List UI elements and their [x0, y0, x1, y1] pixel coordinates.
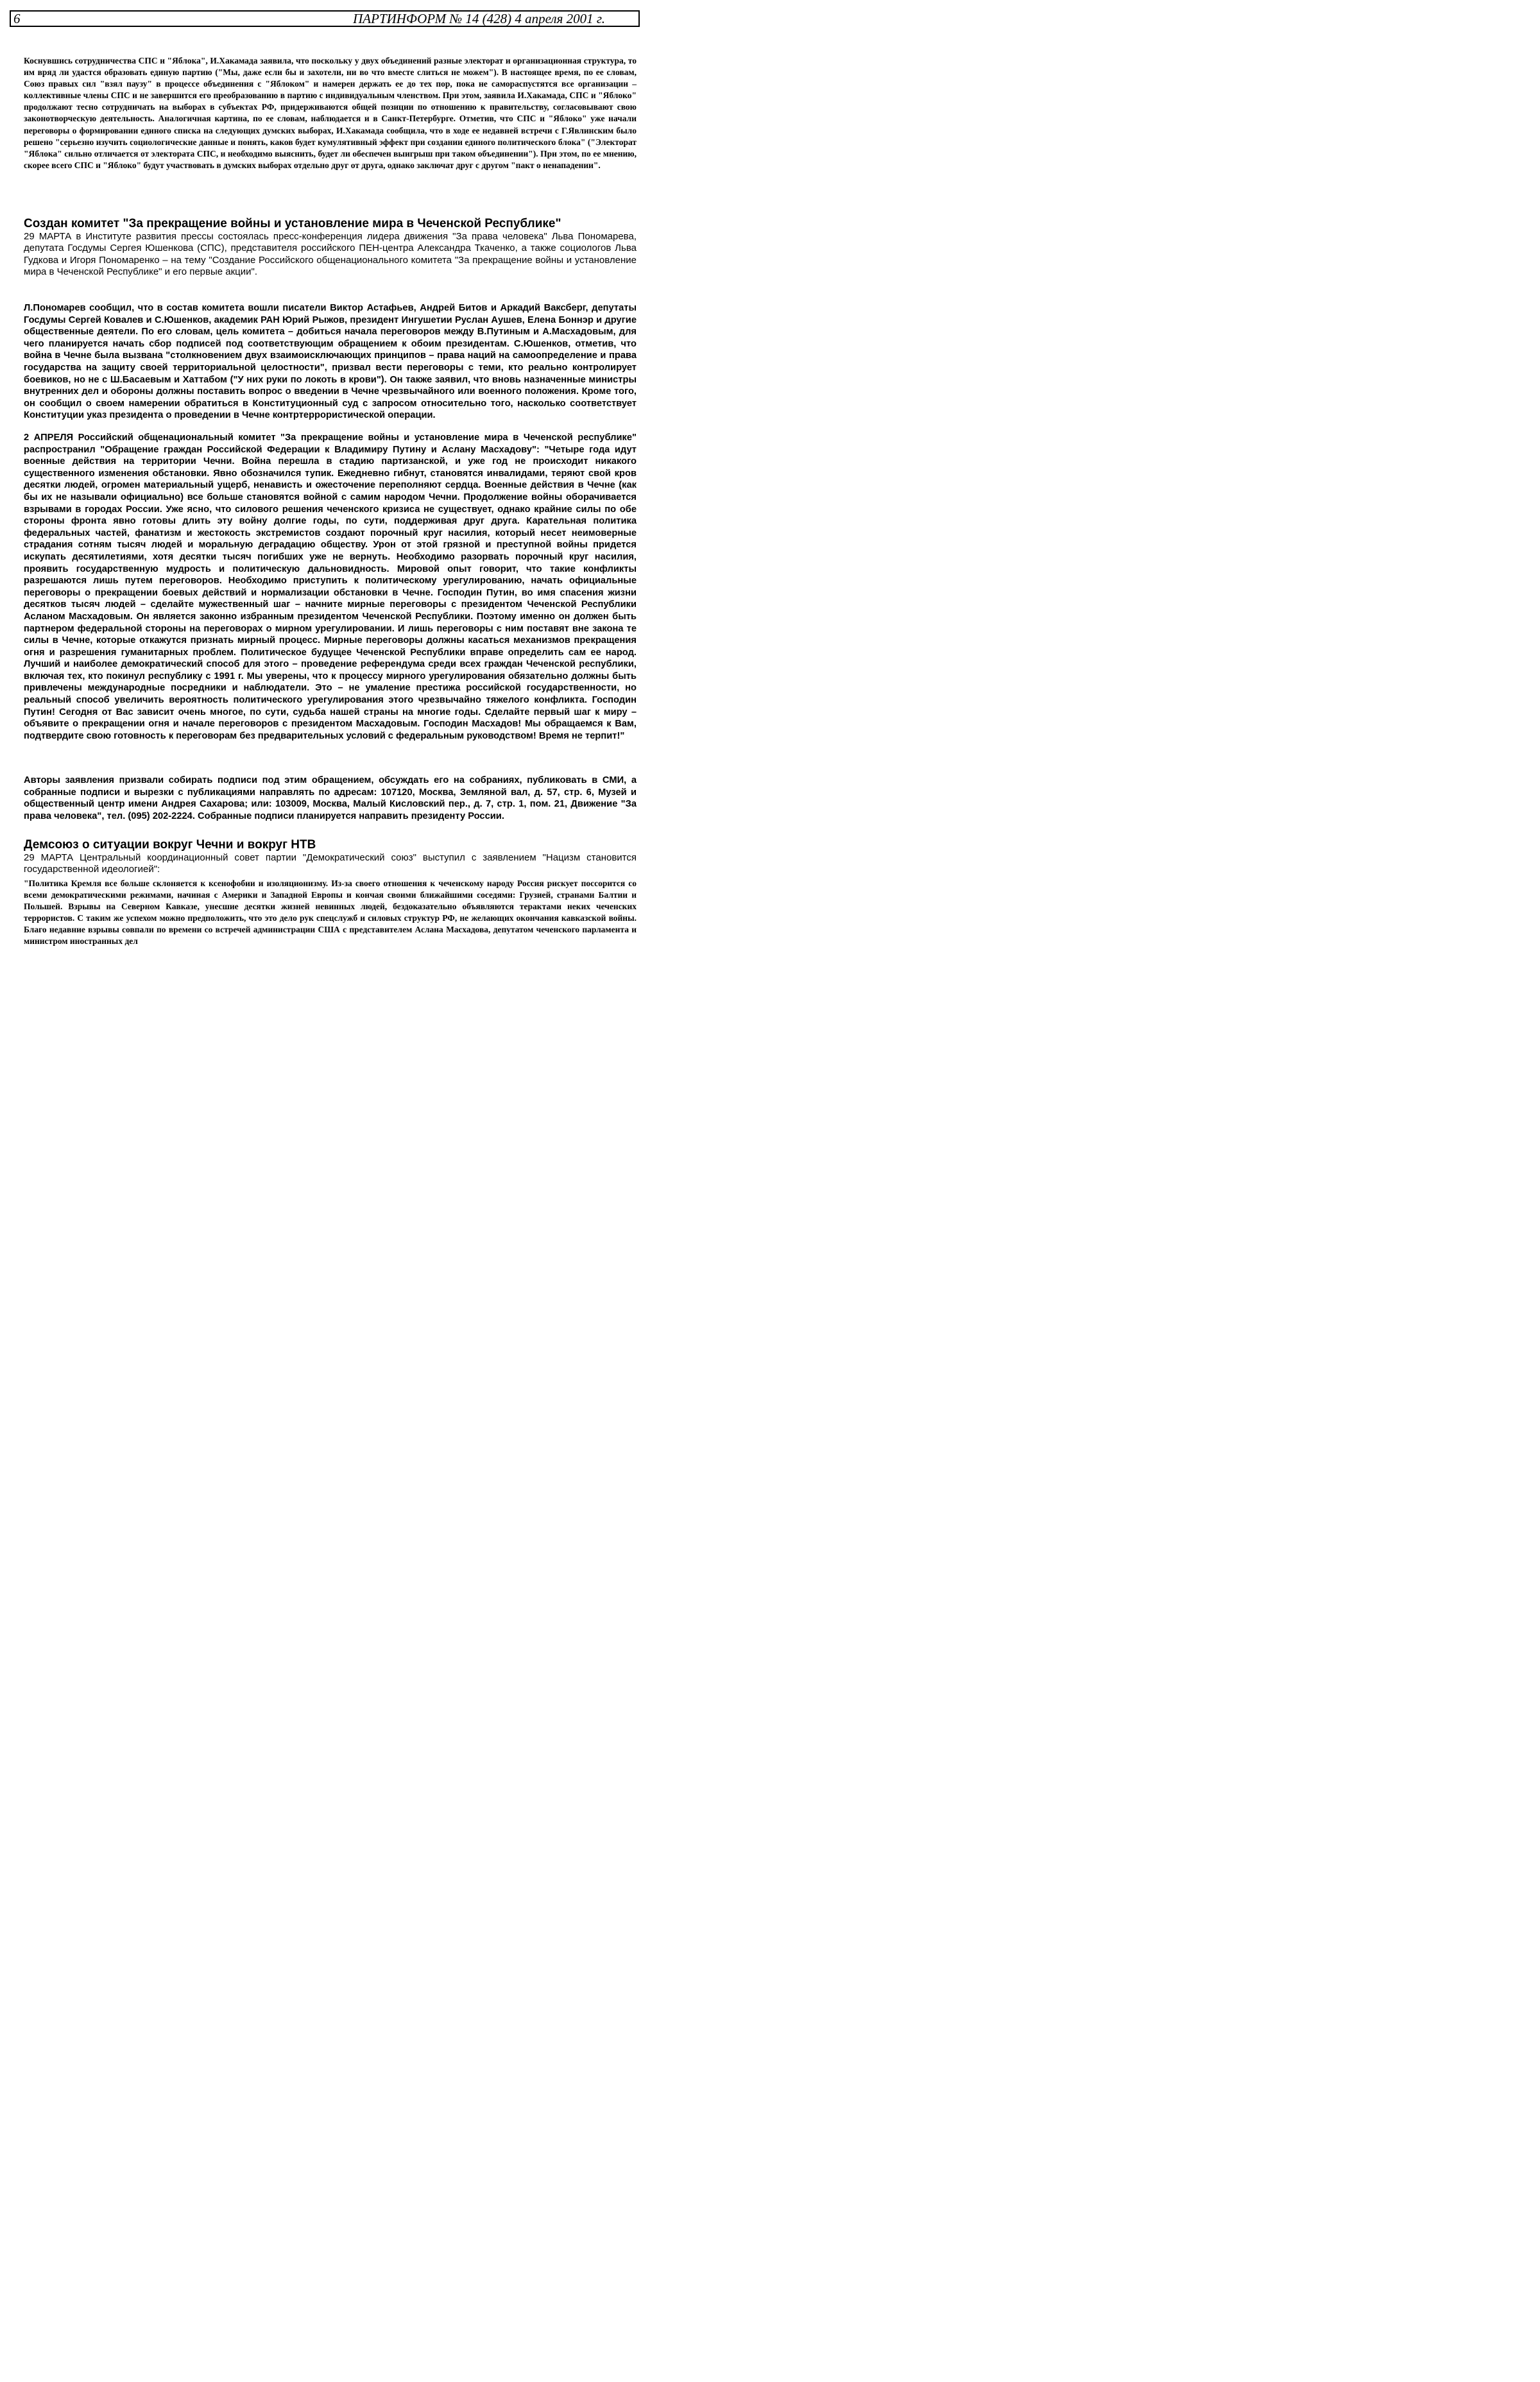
committee-paragraph-signatures: Авторы заявления призвали собирать подписи под этим обращением, обсуждать его на собраниях, публиковать в СМИ, а собранные подписи и вырезки с публикациями направлять по адресам: 107120, Москва, Земляной вал, д. 57, стр. 6, Музей и общественный центр имени Андрея Сахарова; или: 103009, Москва, Малый Кисловский пер., д. 7, стр. 1, пом. 21, Движение "За права человека", тел. (095) 202-2224. Собранные подписи планируется направить президенту России.: [24, 775, 637, 821]
page-number: 6: [13, 11, 21, 26]
committee-paragraph-ponomarev: Л.Пономарев сообщил, что в состав комитета вошли писатели Виктор Астафьев, Андрей Битов и Аркадий Ваксберг, депутаты Госдумы Сергей Ковалев и С.Юшенков, академик РАН Юрий Рыжов, президент Ингушетии Руслан Аушев, Елена Боннэр и другие общественные деятели. По его словам, цель комитета – добиться начала переговоров между В.Путиным и А.Масхадовым, для чего планируется начать сбор подписей под соответствующим обращением к обоим президентам. С.Юшенков, отметив, что война в Чечне была вызвана "столкновением двух взаимоисключающих принципов – права наций на самоопределение и права государства на защиту своей территориальной целостности", призвал вести переговоры с теми, кто реально контролирует боевиков, но не с Ш.Басаевым и Хаттабом ("У них руки по локоть в крови"). Он также заявил, что вновь назначенные министры внутренних дел и обороны должны поставить вопрос о введении в Чечне чрезвычайного или военного положения. Кроме того, он сообщил о своем намерении обратиться в Конституционный суд с запросом относительно того, насколько соответствует Конституции указ президента о проведении в Чечне контртеррористической операции.: [24, 303, 637, 421]
headline-demsoyuz: Демсоюз о ситуации вокруг Чечни и вокруг НТВ: [24, 838, 316, 852]
demsoyuz-lead-paragraph: 29 МАРТА Центральный координационный совет партии "Демократический союз" выступил с заявлением "Нацизм становится государственной идеологией":: [24, 852, 637, 875]
publication-title: ПАРТИНФОРМ № 14 (428) 4 апреля 2001 г.: [353, 11, 605, 26]
committee-paragraph-appeal: 2 АПРЕЛЯ Российский общенациональный комитет "За прекращение войны и установление мира в Чеченской республике" распространил "Обращение граждан Российской Федерации к Владимиру Путину и Аслану Масхадову": "Четыре года идут военные действия на территории Чечни. Война перешла в стадию партизанской, и уже год не происходит никакого существенного изменения обстановки. Явно обозначился тупик. Ежедневно гибнут, становятся инвалидами, теряют свой кров десятки людей, огромен материальный ущерб, ненависть и ожесточение переполняют сердца. Военные действия в Чечне (как бы их не называли официально) все больше становятся войной с самим народом Чечни. Продолжение войны оборачивается взрывами в городах России. Уже ясно, что силового решения чеченского кризиса не существует, однако крайние силы по обе стороны фронта явно готовы длить эту войну долгие годы, по сути, поддерживая друг друга. Карательная политика федеральных частей, фанатизм и жестокость экстремистов создают порочный круг насилия, который несет неимоверные страдания сотням тысяч людей и моральную деградацию обществу. Урон от этой грязной и преступной войны придется искупать десятилетиями, хотя десятки тысяч погибших уже не вернуть. Необходимо разорвать порочный круг насилия, проявить государственную мудрость и политическую дальновидность. Мировой опыт говорит, что такие конфликты разрешаются лишь путем переговоров. Необходимо приступить к политическому урегулированию, начать официальные переговоры о прекращении боевых действий и нормализации обстановки в Чечне. Господин Путин, во имя спасения жизни десятков тысяч людей – сделайте мужественный шаг – начните мирные переговоры с президентом Чеченской Республики Асланом Масхадовым. Он является законно избранным президентом Чеченской Республики. Поэтому именно он должен быть партнером федеральной стороны на переговорах о мирном урегулировании. И лишь переговоры с ним поставят вне закона те силы в Чечне, которые откажутся признать мирный процесс. Мирные переговоры должны касаться механизмов прекращения огня и разрешения гуманитарных проблем. Политическое будущее Чеченской Республики вправе определить сам ее народ. Лучший и наиболее демократический способ для этого – проведение референдума среди всех граждан Чеченской республики, включая тех, кто покинул республику с 1991 г. Мы уверены, что к процессу мирного урегулирования обязательно должны быть привлечены международные посредники и наблюдатели. Это – не умаление престижа российской государственности, но реальный способ увеличить вероятность политического урегулирования этого чрезвычайно тяжелого конфликта. Господин Путин! Сегодня от Вас зависит очень многое, по сути, судьба нашей страны на многие годы. Сделайте первый шаг к миру – объявите о прекращении огня и начале переговоров с президентом Масхадовым. Господин Масхадов! Мы обращаемся к Вам, подтвердите свою готовность к переговорам без предварительных условий с федеральным руководством! Время не терпит!": [24, 433, 637, 741]
page-header: [10, 10, 640, 27]
committee-lead-paragraph: 29 МАРТА в Институте развития прессы состоялась пресс-конференция лидера движения "За права человека" Льва Пономарева, депутата Госдумы Сергея Юшенкова (СПС), представителя российского ПЕН-центра Александра Ткаченко, а также социологов Льва Гудкова и Игоря Пономаренко – на тему "Создание Российского общенационального комитета "За прекращение войны и установление мира в Чеченской Республике" и его первые акции".: [24, 231, 637, 278]
headline-chechnya-committee: Создан комитет "За прекращение войны и установление мира в Чеченской Республике": [24, 217, 561, 230]
demsoyuz-statement-quote: "Политика Кремля все больше склоняется к ксенофобии и изоляционизму. Из-за своего отношения к чеченскому народу Россия рискует поссорится со всеми демократическими режимами, начиная с Америки и Западной Европы и кончая своими ближайшими соседями: Грузией, странами Балтии и Польшей. Взрывы на Северном Кавказе, унесшие десятки жизней невинных людей, бездоказательно объявляются терактами неких чеченских террористов. С таким же успехом можно предположить, что это дело рук спецслужб и силовых структур РФ, не желающих окончания кавказской войны. Благо недавние взрывы совпали по времени со встречей администрации США с представителем Аслана Масхадова, депутатом чеченского парламента и министром иностранных дел: [24, 878, 637, 946]
article-hakamada-body: Коснувшись сотрудничества СПС и "Яблока", И.Хакамада заявила, что поскольку у двух объединений разные электорат и организационная структура, то им вряд ли удастся образовать единую партию ("Мы, даже если бы и захотели, ни во что вместе слиться не можем"). В настоящее время, по ее словам, Союз правых сил "взял паузу" в процессе объединения с "Яблоком" и намерен держать ее до тех пор, пока не самораспустятся все организации – коллективные члены СПС и не завершится его преобразованию в партию с индивидуальным членством. При этом, заявила И.Хакамада, СПС и "Яблоко" продолжают тесно сотрудничать на выборах в субъектах РФ, придерживаются общей позиции по отношению к правительству, согласовывают свою законотворческую деятельность. Аналогичная картина, по ее словам, наблюдается и в Санкт-Петербурге. Отметив, что СПС и "Яблоко" уже начали переговоры о формировании единого списка на следующих думских выборах, И.Хакамада сообщила, что в ходе ее недавней встречи с Г.Явлинским было решено "серьезно изучить социологические данные и понять, каков будет кумулятивный эффект при создании единого политического блока" ("Электорат "Яблока" сильно отличается от электората СПС, и необходимо выяснить, будет ли обеспечен выигрыш при таком объединении"). При этом, по ее мнению, скорее всего СПС и "Яблоко" будут участвовать в думских выборах отдельно друг от друга, однако заключат друг с другом "пакт о ненападении".: [24, 56, 637, 170]
